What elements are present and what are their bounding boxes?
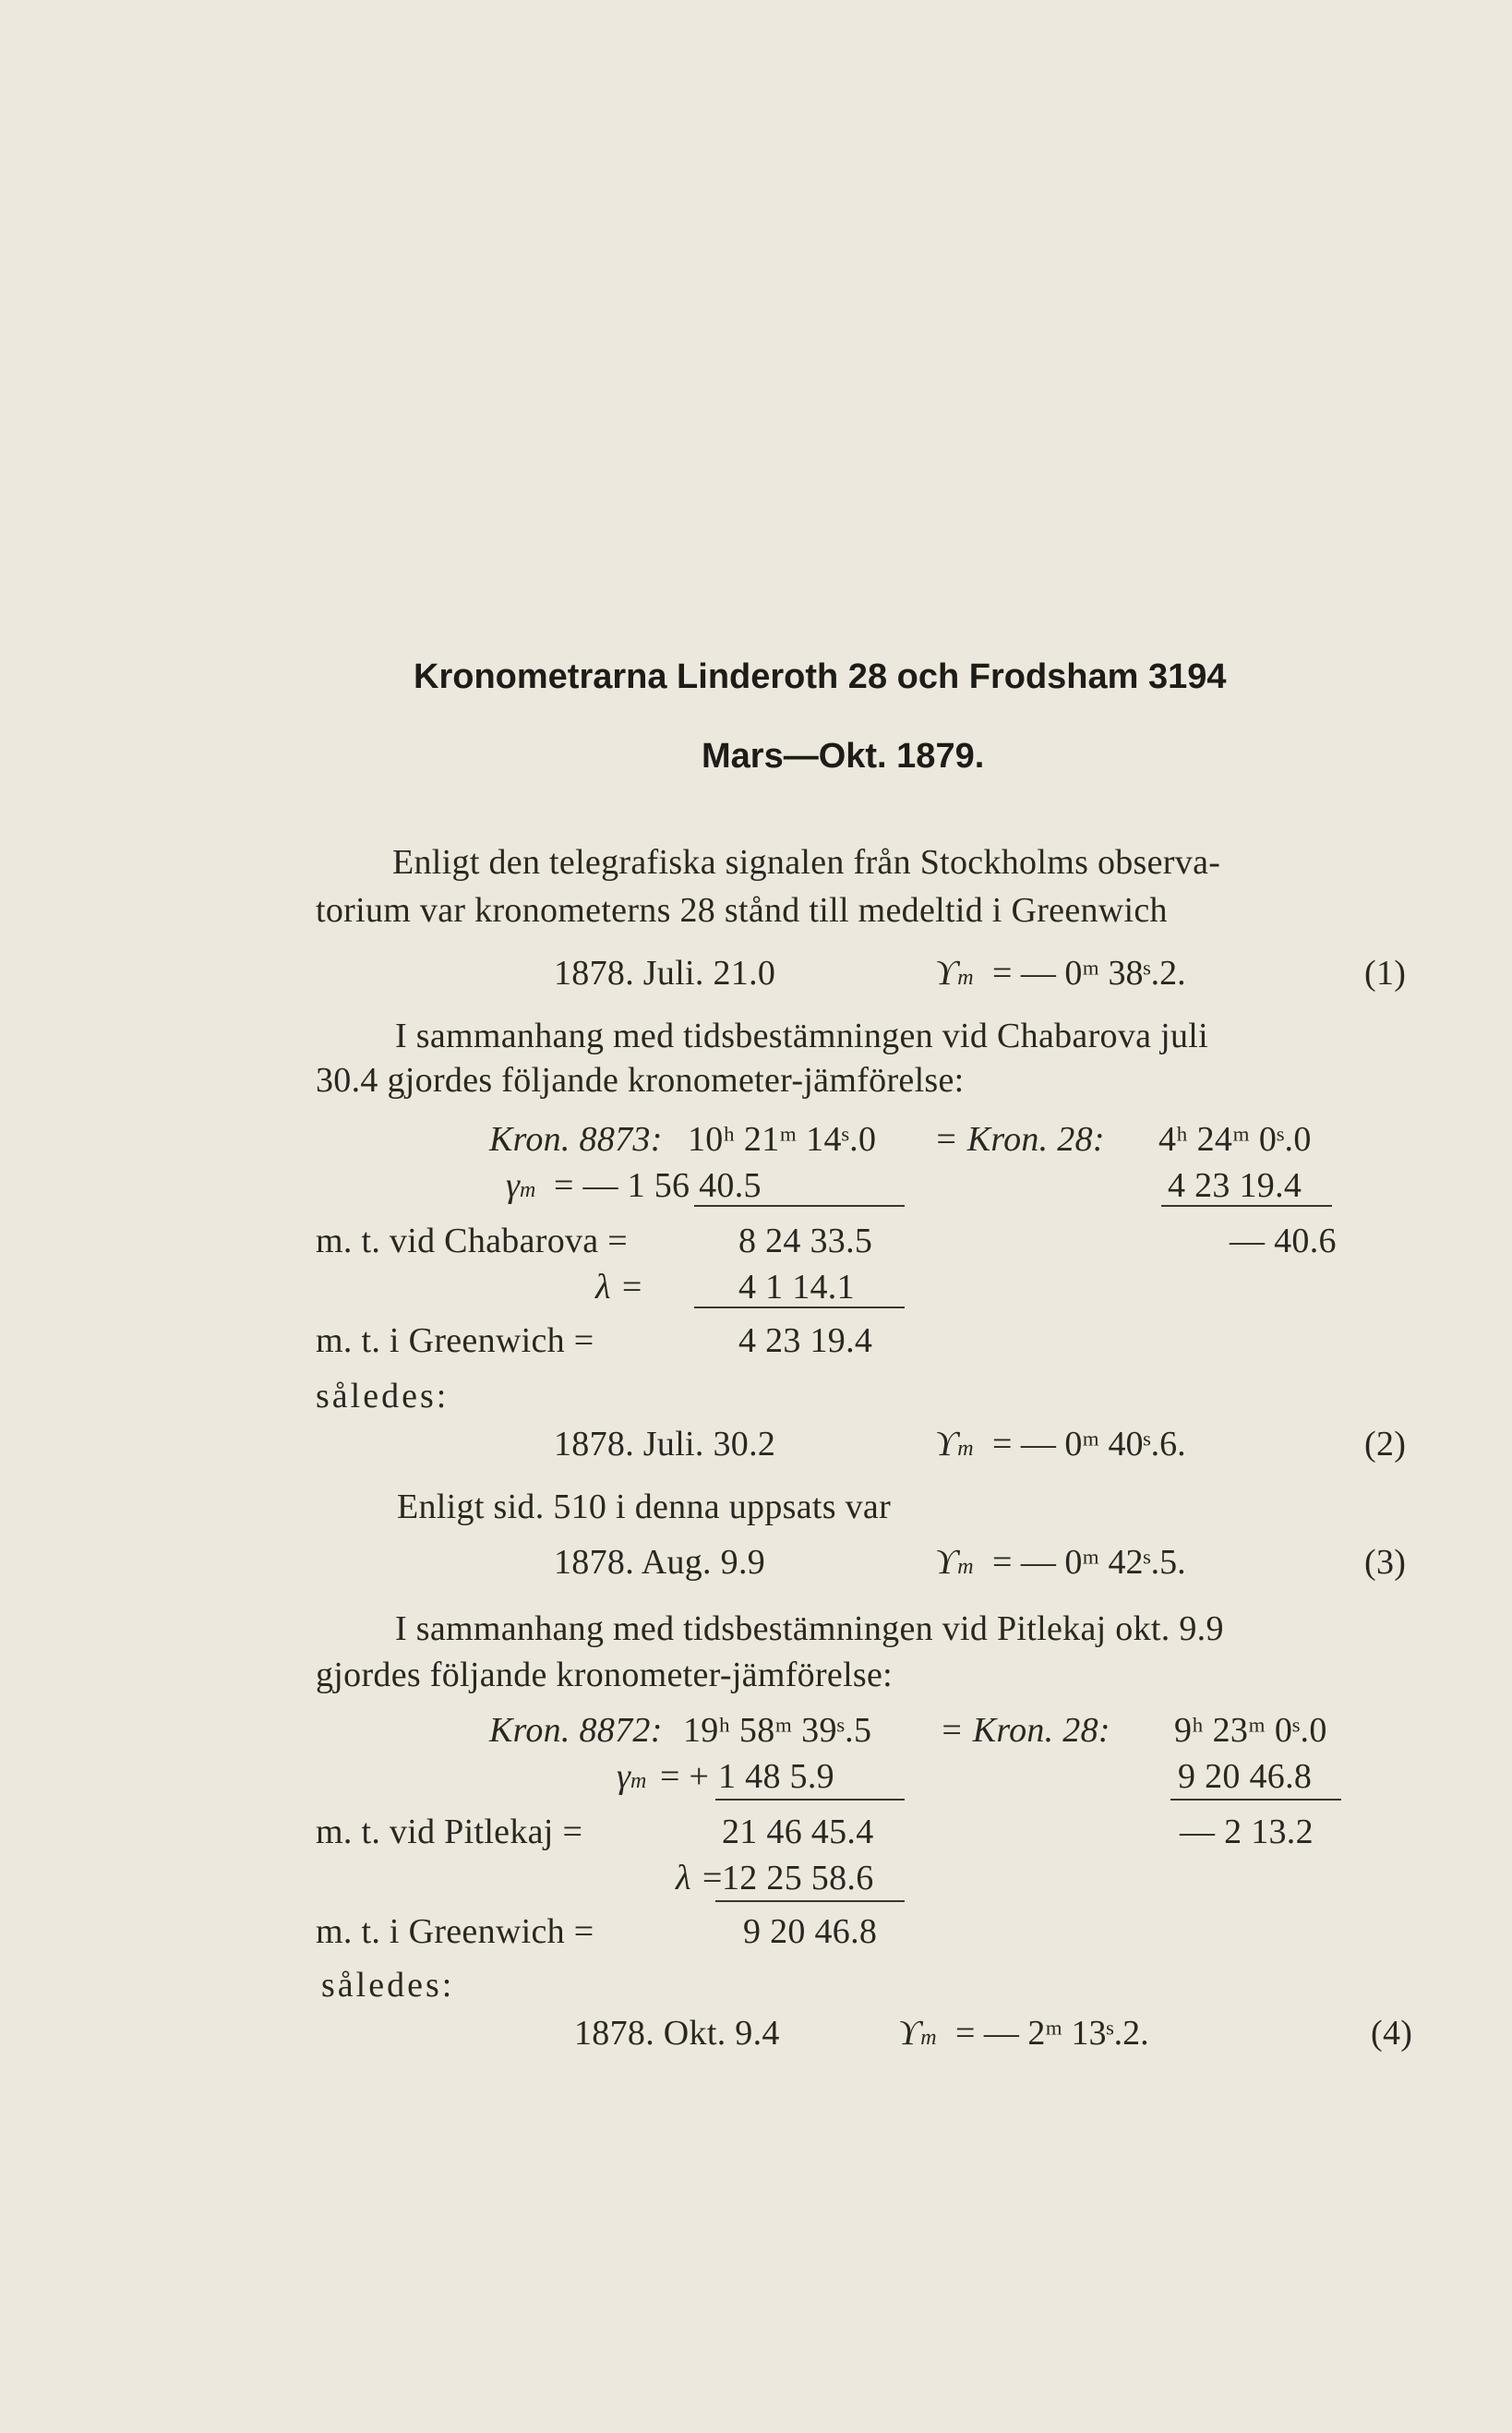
equation-4-symbol: ϒm	[898, 2014, 937, 2053]
equation-3-symbol: ϒm	[935, 1543, 974, 1582]
table-2-row-4-value: 12 25 58.6	[722, 1859, 874, 1897]
table-2-rule-2	[1170, 1799, 1341, 1801]
paragraph-1-line-2: torium var kronometerns 28 stånd till medeltid i Greenwich	[316, 891, 1168, 930]
paragraph-1-line-1: Enligt den telegrafiska signalen från Stockholms observa-	[392, 843, 1221, 882]
equation-3-value: = — 0ᵐ 42ˢ.5.	[992, 1543, 1186, 1582]
paragraph-4-line-1: I sammanhang med tidsbestämningen vid Pitlekaj okt. 9.9	[395, 1609, 1224, 1648]
table-1-saledes: således:	[316, 1377, 450, 1415]
equation-1-symbol: ϒm	[935, 954, 974, 993]
table-2-row-1-right: 9ʰ 23ᵐ 0ˢ.0	[1174, 1711, 1327, 1750]
table-1-row-1-mid: = Kron. 28:	[934, 1120, 1105, 1159]
equation-1-date: 1878. Juli. 21.0	[554, 954, 776, 993]
equation-4-date: 1878. Okt. 9.4	[574, 2014, 780, 2053]
equation-2-symbol: ϒm	[935, 1425, 974, 1463]
equation-3-date: 1878. Aug. 9.9	[554, 1543, 766, 1582]
table-2-row-5-label: m. t. i Greenwich =	[316, 1912, 594, 1951]
table-2-row-2-right: 9 20 46.8	[1178, 1757, 1313, 1796]
equation-3-number: (3)	[1364, 1543, 1407, 1582]
equation-4-number: (4)	[1371, 2014, 1413, 2053]
table-1-rm-symbol: γm	[506, 1166, 536, 1205]
table-2-rule-1	[715, 1799, 905, 1801]
table-2-row-5-value: 9 20 46.8	[743, 1912, 878, 1951]
table-2-row-3-right: — 2 13.2	[1180, 1813, 1314, 1851]
table-1-row-2-label: = — 1 56 40.5	[554, 1166, 762, 1205]
table-1-row-1-left: Kron. 8873:	[489, 1120, 663, 1159]
table-2-row-3-value: 21 46 45.4	[722, 1813, 874, 1851]
table-2-saledes: således:	[321, 1966, 455, 2005]
table-2-row-3-label: m. t. vid Pitlekaj =	[316, 1813, 583, 1851]
page-subtitle: Mars—Okt. 1879.	[702, 737, 985, 776]
table-1-row-3-label: m. t. vid Chabarova =	[316, 1222, 629, 1260]
table-2-rule-3	[715, 1900, 905, 1902]
equation-2-value: = — 0ᵐ 40ˢ.6.	[992, 1425, 1186, 1463]
equation-1-number: (1)	[1364, 954, 1407, 993]
table-2-row-4-label: λ =	[676, 1859, 725, 1897]
paragraph-3-line-1: Enligt sid. 510 i denna uppsats var	[397, 1488, 892, 1526]
table-2-row-1-left: Kron. 8872:	[489, 1711, 663, 1750]
table-1-row-3-value: 8 24 33.5	[738, 1222, 873, 1260]
table-1-rule-1	[694, 1205, 905, 1207]
table-1-rule-2	[1161, 1205, 1332, 1207]
equation-2-date: 1878. Juli. 30.2	[554, 1425, 776, 1463]
table-1-row-5-value: 4 23 19.4	[738, 1321, 873, 1360]
paragraph-2-line-1: I sammanhang med tidsbestämningen vid Chabarova juli	[395, 1017, 1208, 1055]
table-1-row-3-right: — 40.6	[1230, 1222, 1337, 1260]
equation-1-value: = — 0ᵐ 38ˢ.2.	[992, 954, 1186, 993]
table-1-row-2-right: 4 23 19.4	[1168, 1166, 1302, 1205]
table-1-row-1-value: 10ʰ 21ᵐ 14ˢ.0	[688, 1120, 877, 1159]
table-1-row-4-value: 4 1 14.1	[738, 1268, 855, 1307]
equation-4-value: = — 2ᵐ 13ˢ.2.	[955, 2014, 1149, 2053]
paragraph-2-line-2: 30.4 gjordes följande kronometer-jämförelse:	[316, 1061, 965, 1100]
table-1-row-4-label: λ =	[595, 1268, 644, 1307]
table-2-row-1-mid: = Kron. 28:	[940, 1711, 1110, 1750]
page-title: Kronometrarna Linderoth 28 och Frodsham 3194	[414, 657, 1227, 696]
paragraph-4-line-2: gjordes följande kronometer-jämförelse:	[316, 1656, 894, 1694]
table-2-rm-symbol: γm	[617, 1757, 647, 1796]
table-2-row-2-label: = + 1 48 5.9	[660, 1757, 834, 1796]
table-1-row-5-label: m. t. i Greenwich =	[316, 1321, 594, 1360]
table-1-rule-3	[694, 1307, 905, 1308]
equation-2-number: (2)	[1364, 1425, 1407, 1463]
table-1-row-1-right: 4ʰ 24ᵐ 0ˢ.0	[1158, 1120, 1312, 1159]
table-2-row-1-value: 19ʰ 58ᵐ 39ˢ.5	[683, 1711, 872, 1750]
